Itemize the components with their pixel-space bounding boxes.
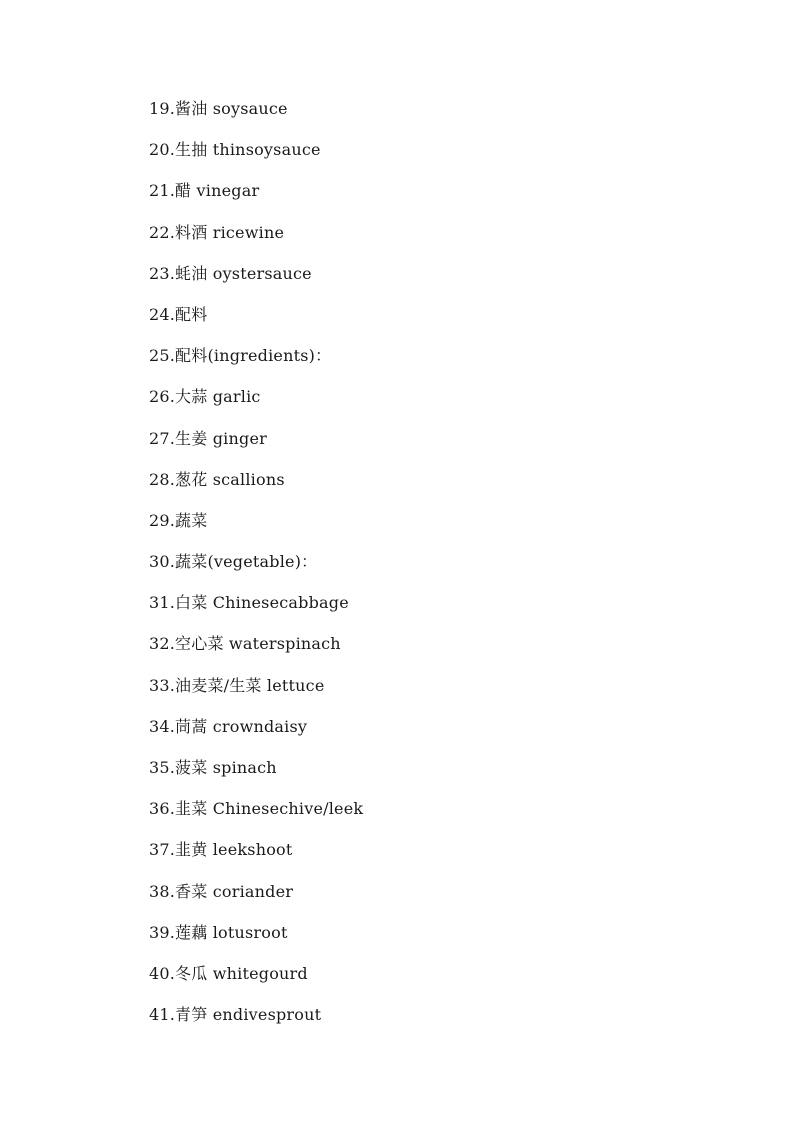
list-item: 27.生姜 ginger: [149, 428, 267, 448]
list-item: 26.大蒜 garlic: [149, 387, 261, 407]
list-item: 38.香菜 coriander: [149, 881, 294, 901]
list-item: 34.茼蒿 crowndaisy: [149, 716, 308, 736]
list-item: 36.韭菜 Chinesechive/leek: [149, 799, 364, 819]
list-item: 24.配料: [149, 304, 208, 324]
list-item: 35.菠菜 spinach: [149, 758, 277, 777]
list-item: 20.生抽 thinsoysauce: [149, 140, 321, 160]
list-item: 33.油麦菜/生菜 lettuce: [149, 675, 325, 695]
list-item: 28.葱花 scallions: [149, 469, 285, 489]
list-item: 32.空心菜 waterspinach: [149, 634, 341, 654]
list-item: 37.韭黄 leekshoot: [149, 840, 293, 860]
list-item: 41.青笋 endivesprout: [149, 1005, 322, 1025]
list-item: 21.醋 vinegar: [149, 181, 260, 201]
vocabulary-list: [149, 96, 363, 1043]
list-item: 40.冬瓜 whitegourd: [149, 963, 308, 983]
list-item: 39.莲藕 lotusroot: [149, 922, 288, 942]
list-item: 31.白菜 Chinesecabbage: [149, 593, 349, 613]
list-item: 19.酱油 soysauce: [149, 99, 288, 118]
list-item: 23.蚝油 oystersauce: [149, 263, 312, 283]
list-item: 30.蔬菜(vegetable)：: [149, 552, 318, 572]
list-item: 22.料酒 ricewine: [149, 222, 285, 242]
list-item: 29.蔬菜: [149, 510, 208, 530]
list-item: 25.配料(ingredients)：: [149, 346, 332, 366]
